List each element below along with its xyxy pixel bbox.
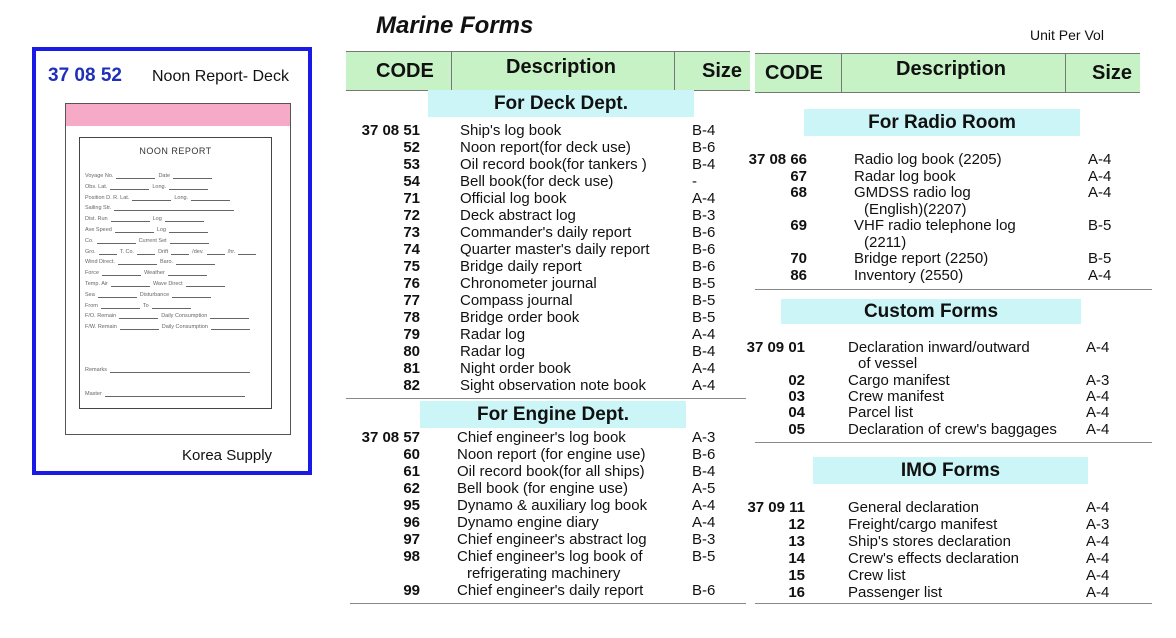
row-code: 37 09 01 bbox=[746, 339, 805, 356]
form-field-label: Wave Direct bbox=[152, 281, 183, 287]
form-field-blank bbox=[102, 269, 141, 276]
form-field-label: Drift bbox=[158, 248, 169, 255]
form-field-line bbox=[85, 215, 207, 222]
divider bbox=[755, 289, 1152, 290]
form-field-blank bbox=[211, 323, 250, 330]
form-title: NOON REPORT bbox=[139, 146, 212, 156]
form-field-blank bbox=[114, 204, 234, 211]
row-description: Crew list bbox=[848, 567, 906, 584]
row-code: 37 08 51 bbox=[361, 122, 420, 139]
row-description: Parcel list bbox=[848, 404, 914, 421]
row-code: 04 bbox=[788, 404, 805, 421]
row-size: B-6 bbox=[692, 446, 716, 463]
row-size: B-4 bbox=[692, 156, 716, 173]
header-separator bbox=[674, 52, 675, 90]
row-size: B-5 bbox=[692, 292, 716, 309]
section-radio: For Radio Room bbox=[804, 109, 1080, 136]
row-code: 60 bbox=[403, 446, 420, 463]
form-field-line bbox=[85, 237, 212, 244]
form-pink-band bbox=[66, 104, 290, 126]
form-field-line bbox=[85, 323, 253, 330]
divider bbox=[350, 603, 746, 604]
row-code: 82 bbox=[403, 377, 420, 394]
row-description: Oil record book(for tankers ) bbox=[460, 156, 647, 173]
row-size: A-4 bbox=[1088, 151, 1112, 168]
form-field-line bbox=[85, 269, 210, 276]
row-size: A-4 bbox=[692, 497, 716, 514]
row-description: Dynamo & auxiliary log book bbox=[457, 497, 648, 514]
row-code: 16 bbox=[788, 584, 805, 601]
header-separator bbox=[841, 54, 842, 92]
section-deck: For Deck Dept. bbox=[428, 90, 694, 117]
divider bbox=[755, 442, 1152, 443]
form-field-label: F/O. Remain bbox=[85, 313, 117, 320]
unit-label: Unit Per Vol bbox=[1030, 27, 1104, 43]
row-size: B-6 bbox=[692, 241, 716, 258]
row-code: 37 09 11 bbox=[747, 499, 805, 516]
row-size: A-4 bbox=[1086, 404, 1110, 421]
row-code: 75 bbox=[403, 258, 420, 275]
row-size: A-4 bbox=[692, 360, 716, 377]
row-description: VHF radio telephone log bbox=[854, 217, 1016, 234]
row-description: Bridge report (2250) bbox=[854, 250, 989, 267]
row-size: B-6 bbox=[692, 224, 716, 241]
row-description: Ship's log book bbox=[460, 122, 562, 139]
row-code: 97 bbox=[403, 531, 420, 548]
row-code: 86 bbox=[790, 267, 807, 284]
row-size: B-6 bbox=[692, 258, 716, 275]
row-description: Chronometer journal bbox=[460, 275, 597, 292]
row-description: Compass journal bbox=[460, 292, 573, 309]
form-field-line bbox=[85, 390, 248, 397]
section-custom: Custom Forms bbox=[781, 299, 1081, 324]
row-description: Dynamo engine diary bbox=[457, 514, 599, 531]
row-description: Chief engineer's abstract log bbox=[457, 531, 647, 548]
row-size: B-4 bbox=[692, 463, 716, 480]
form-field-label: Long. bbox=[152, 183, 167, 190]
row-size: A-4 bbox=[692, 326, 716, 343]
row-code: 98 bbox=[403, 548, 420, 565]
form-field-blank bbox=[99, 248, 117, 255]
row-size: B-3 bbox=[692, 531, 716, 548]
row-code: 15 bbox=[788, 567, 805, 584]
row-description: Declaration inward/outward bbox=[848, 339, 1030, 356]
form-field-line bbox=[85, 258, 218, 265]
card-code: 37 08 52 bbox=[48, 65, 122, 86]
form-field-label: Obs. Lat. bbox=[85, 183, 108, 190]
form-field-label: Weather bbox=[144, 270, 165, 277]
row-description: Radar log book bbox=[854, 168, 956, 185]
row-size: B-4 bbox=[692, 343, 716, 360]
row-code: 72 bbox=[403, 207, 420, 224]
row-size: B-5 bbox=[692, 275, 716, 292]
row-code: 78 bbox=[403, 309, 420, 326]
row-description: Sight observation note book bbox=[460, 377, 646, 394]
form-field-blank bbox=[173, 172, 212, 179]
row-code: 69 bbox=[790, 217, 807, 234]
row-code: 52 bbox=[403, 139, 420, 156]
form-field-label: T. Co. bbox=[119, 248, 135, 255]
row-description: Chief engineer's daily report bbox=[457, 582, 644, 599]
section-imo: IMO Forms bbox=[813, 457, 1088, 484]
row-code: 81 bbox=[403, 360, 420, 377]
form-preview bbox=[65, 103, 291, 435]
row-description: Bridge daily report bbox=[460, 258, 582, 275]
form-field-label: Master bbox=[85, 391, 102, 397]
row-description: Declaration of crew's baggages bbox=[848, 421, 1057, 438]
row-description: Night order book bbox=[460, 360, 571, 377]
row-code: 37 08 66 bbox=[748, 151, 807, 168]
form-field-blank bbox=[171, 248, 189, 255]
row-description: (2211) bbox=[864, 234, 907, 251]
row-size: B-3 bbox=[692, 207, 716, 224]
form-field-label: F/W. Remain bbox=[85, 324, 117, 331]
form-field-blank bbox=[119, 312, 158, 319]
header-code: CODE bbox=[376, 59, 434, 82]
right-table-header bbox=[755, 53, 1140, 93]
form-field-label: Daily Consumption bbox=[161, 324, 208, 331]
form-field-label: Voyage No. bbox=[85, 173, 114, 179]
row-code: 79 bbox=[403, 326, 420, 343]
form-field-label: Gro. bbox=[85, 248, 96, 255]
form-field-blank bbox=[110, 183, 149, 190]
row-size: A-4 bbox=[1086, 339, 1110, 356]
row-size: B-5 bbox=[692, 309, 716, 326]
divider bbox=[755, 603, 1152, 604]
form-field-label: /dev. bbox=[192, 248, 204, 255]
section-engine: For Engine Dept. bbox=[420, 401, 686, 428]
row-description: Commander's daily report bbox=[460, 224, 632, 241]
row-description: Crew's effects declaration bbox=[848, 550, 1019, 567]
row-size: A-4 bbox=[1086, 533, 1110, 550]
form-field-line bbox=[85, 312, 252, 319]
row-code: 67 bbox=[790, 168, 807, 185]
form-field-label: Long. bbox=[174, 194, 189, 201]
row-size: A-4 bbox=[1088, 168, 1112, 185]
form-field-blank bbox=[101, 302, 140, 309]
form-field-label: Position D. R. Lat. bbox=[85, 194, 130, 201]
form-field-label: Sailing Str. bbox=[85, 205, 112, 212]
row-description: Deck abstract log bbox=[460, 207, 576, 224]
form-field-label: Ave Speed bbox=[85, 227, 112, 233]
form-field-label: Log bbox=[152, 216, 162, 223]
card-brand: Korea Supply bbox=[182, 447, 273, 464]
form-field-label: Date bbox=[158, 173, 171, 179]
row-code: 71 bbox=[403, 190, 420, 207]
form-field-label: Sea bbox=[85, 291, 95, 298]
row-description: Crew manifest bbox=[848, 388, 944, 405]
row-description: refrigerating machinery bbox=[467, 565, 621, 582]
form-field-line bbox=[85, 302, 194, 309]
card-name: Noon Report- Deck bbox=[152, 68, 289, 85]
form-field-line bbox=[85, 194, 233, 201]
row-size: A-4 bbox=[1086, 550, 1110, 567]
form-field-label: Current Set bbox=[138, 237, 167, 244]
row-code: 73 bbox=[403, 224, 420, 241]
row-size: B-5 bbox=[1088, 250, 1112, 267]
form-field-blank bbox=[115, 226, 154, 233]
form-field-label: Daily Consumption bbox=[161, 313, 208, 320]
row-size: - bbox=[692, 173, 697, 190]
form-field-label: Dist. Run bbox=[85, 216, 108, 223]
row-code: 95 bbox=[403, 497, 420, 514]
form-field-blank bbox=[191, 194, 230, 201]
header-description: Description bbox=[506, 55, 617, 78]
form-field-blank bbox=[132, 194, 171, 201]
form-field-line bbox=[85, 226, 211, 233]
form-field-line bbox=[85, 183, 211, 190]
form-field-blank bbox=[169, 183, 208, 190]
form-field-label: Co. bbox=[85, 237, 94, 244]
row-description: Bridge order book bbox=[460, 309, 580, 326]
row-code: 77 bbox=[403, 292, 420, 309]
form-field-blank bbox=[165, 215, 204, 222]
form-field-blank bbox=[186, 280, 225, 287]
row-code: 03 bbox=[788, 388, 805, 405]
row-description: (English)(2207) bbox=[864, 201, 967, 218]
row-code: 12 bbox=[788, 516, 805, 533]
header-description: Description bbox=[896, 57, 1007, 80]
row-description: GMDSS radio log bbox=[854, 184, 971, 201]
row-code: 76 bbox=[403, 275, 420, 292]
row-description: General declaration bbox=[848, 499, 979, 516]
form-field-blank bbox=[170, 237, 209, 244]
row-size: A-4 bbox=[1088, 267, 1112, 284]
row-code: 74 bbox=[403, 241, 420, 258]
row-code: 61 bbox=[403, 463, 420, 480]
row-code: 37 08 57 bbox=[361, 429, 420, 446]
form-field-line bbox=[85, 248, 259, 255]
row-description: Chief engineer's log book of bbox=[457, 548, 643, 565]
row-size: B-5 bbox=[692, 548, 716, 565]
header-code: CODE bbox=[765, 61, 823, 84]
row-code: 13 bbox=[788, 533, 805, 550]
form-field-blank bbox=[111, 280, 150, 287]
form-field-blank bbox=[169, 226, 208, 233]
row-code: 96 bbox=[403, 514, 420, 531]
page-title: Marine Forms bbox=[376, 12, 534, 39]
row-size: A-3 bbox=[1086, 372, 1110, 389]
row-description: of vessel bbox=[858, 355, 918, 372]
form-field-blank bbox=[97, 237, 136, 244]
form-field-label: Disturbance bbox=[139, 291, 170, 298]
row-size: A-4 bbox=[692, 190, 716, 207]
row-description: Ship's stores declaration bbox=[848, 533, 1011, 550]
row-code: 54 bbox=[403, 173, 420, 190]
row-description: Official log book bbox=[460, 190, 567, 207]
row-description: Bell book (for engine use) bbox=[457, 480, 628, 497]
form-field-label: Force bbox=[85, 270, 100, 277]
row-size: A-4 bbox=[692, 377, 716, 394]
row-size: B-5 bbox=[1088, 217, 1112, 234]
row-description: Noon report(for deck use) bbox=[460, 139, 631, 156]
form-field-blank bbox=[176, 258, 215, 265]
row-size: A-4 bbox=[1086, 584, 1110, 601]
form-field-blank bbox=[105, 390, 245, 397]
form-field-line bbox=[85, 366, 253, 373]
divider bbox=[346, 398, 746, 399]
row-description: Freight/cargo manifest bbox=[848, 516, 998, 533]
form-field-label: Remarks bbox=[85, 367, 108, 373]
form-field-blank bbox=[120, 323, 159, 330]
row-code: 80 bbox=[403, 343, 420, 360]
row-description: Passenger list bbox=[848, 584, 943, 601]
row-size: A-4 bbox=[1088, 184, 1112, 201]
row-description: Bell book(for deck use) bbox=[460, 173, 614, 190]
form-field-label: Wind Direct. bbox=[85, 259, 115, 266]
form-field-label: /hr. bbox=[227, 248, 236, 255]
row-description: Chief engineer's log book bbox=[457, 429, 626, 446]
form-field-label: From bbox=[85, 302, 98, 309]
row-size: A-4 bbox=[1086, 567, 1110, 584]
row-code: 53 bbox=[403, 156, 420, 173]
form-field-blank bbox=[137, 248, 155, 255]
row-description: Oil record book(for all ships) bbox=[457, 463, 645, 480]
row-code: 99 bbox=[403, 582, 420, 599]
header-separator bbox=[451, 52, 452, 90]
row-code: 70 bbox=[790, 250, 807, 267]
form-field-blank bbox=[238, 248, 256, 255]
form-field-blank bbox=[210, 312, 249, 319]
form-field-line bbox=[85, 280, 228, 287]
product-card bbox=[32, 47, 312, 475]
row-code: 02 bbox=[788, 372, 805, 389]
form-field-blank bbox=[116, 172, 155, 179]
form-field-blank bbox=[98, 291, 137, 298]
form-field-blank bbox=[152, 302, 191, 309]
row-description: Radar log bbox=[460, 343, 526, 360]
header-size: Size bbox=[1092, 61, 1133, 84]
left-table-header bbox=[346, 51, 750, 91]
row-description: Noon report (for engine use) bbox=[457, 446, 646, 463]
form-field-label: To bbox=[142, 302, 149, 309]
row-code: 68 bbox=[790, 184, 807, 201]
form-field-blank bbox=[207, 248, 225, 255]
row-size: A-4 bbox=[1086, 499, 1110, 516]
row-description: Inventory (2550) bbox=[854, 267, 964, 284]
header-separator bbox=[1065, 54, 1066, 92]
row-description: Cargo manifest bbox=[848, 372, 950, 389]
row-code: 05 bbox=[788, 421, 805, 438]
form-field-blank bbox=[111, 215, 150, 222]
form-field-label: Temp. Air bbox=[85, 281, 108, 287]
row-size: A-3 bbox=[1086, 516, 1110, 533]
row-size: A-4 bbox=[1086, 421, 1110, 438]
row-size: B-6 bbox=[692, 139, 716, 156]
form-field-line bbox=[85, 204, 237, 211]
form-field-line bbox=[85, 172, 215, 179]
form-field-blank bbox=[118, 258, 157, 265]
row-size: B-4 bbox=[692, 122, 716, 139]
row-size: A-5 bbox=[692, 480, 716, 497]
row-size: A-4 bbox=[692, 514, 716, 531]
form-field-label: Baro. bbox=[159, 259, 174, 266]
row-size: A-4 bbox=[1086, 388, 1110, 405]
form-field-blank bbox=[110, 366, 250, 373]
row-size: B-6 bbox=[692, 582, 716, 599]
row-code: 14 bbox=[788, 550, 805, 567]
form-field-label: Log bbox=[156, 227, 166, 233]
row-size: A-3 bbox=[692, 429, 716, 446]
form-field-blank bbox=[172, 291, 211, 298]
row-description: Radar log bbox=[460, 326, 526, 343]
form-field-line bbox=[85, 291, 214, 298]
form-inner-frame bbox=[79, 137, 272, 409]
header-size: Size bbox=[702, 59, 743, 82]
row-description: Radio log book (2205) bbox=[854, 151, 1002, 168]
row-description: Quarter master's daily report bbox=[460, 241, 650, 258]
form-field-blank bbox=[168, 269, 207, 276]
row-code: 62 bbox=[403, 480, 420, 497]
